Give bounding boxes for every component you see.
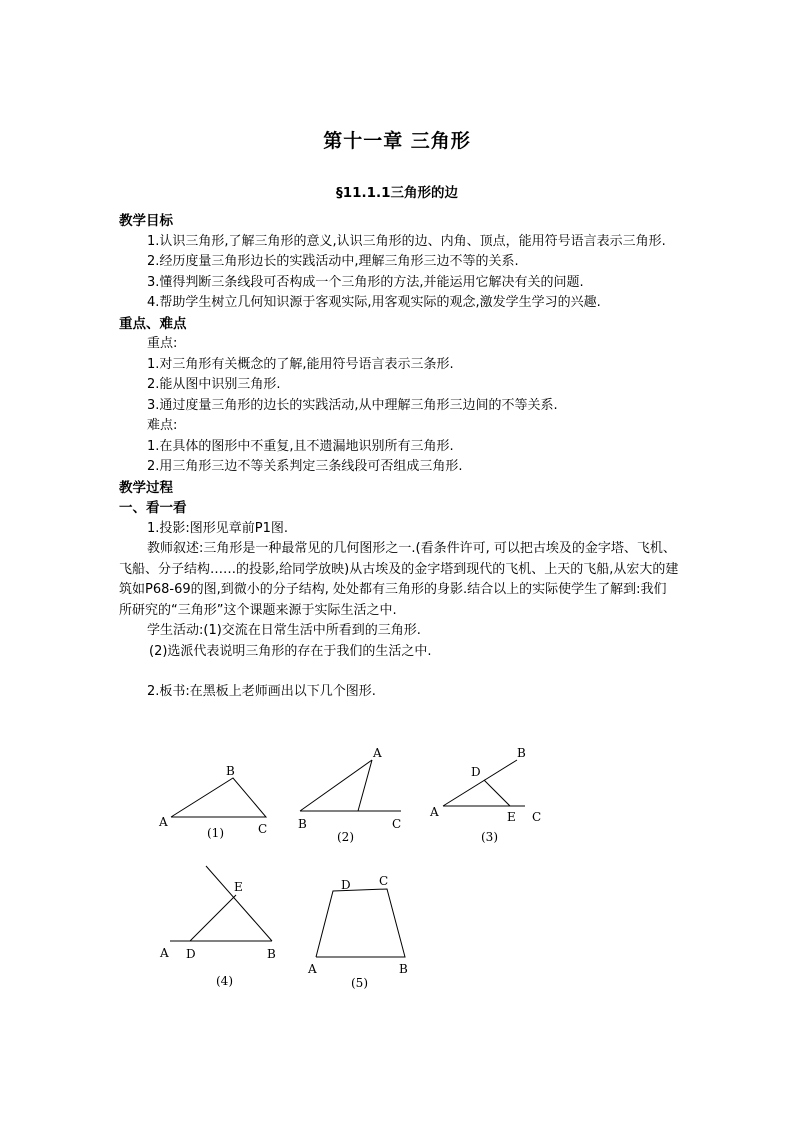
- fig5-label-d: D: [341, 878, 351, 892]
- fig1-label-c: C: [258, 822, 268, 836]
- fig2-label-a: A: [373, 746, 382, 760]
- focus-item: 2.能从图中识别三角形.: [147, 377, 281, 392]
- fig3-label-d: D: [471, 765, 481, 779]
- fig1-triangle: [171, 778, 266, 817]
- fig4-label-d: D: [186, 947, 196, 961]
- process-heading: 教学过程: [119, 479, 173, 496]
- fig3-label-e: E: [507, 810, 516, 824]
- fig3-label-b: B: [517, 746, 526, 760]
- fig5-label-b: B: [399, 962, 408, 976]
- difficulty-item: 2.用三角形三边不等关系判定三条线段可否组成三角形.: [147, 459, 463, 474]
- focus-item: 3.通过度量三角形的边长的实践活动,从中理解三角形三边间的不等关系.: [147, 397, 558, 413]
- fig2-line-ba: [300, 760, 372, 811]
- goal-item: 1.认识三角形,了解三角形的意义,认识三角形的边、内角、顶点，能用符号语言表示三角形.: [147, 233, 666, 249]
- chapter-title: 第十一章 三角形: [323, 130, 471, 152]
- fig4-line-de: [190, 895, 236, 941]
- fig5-quadrilateral: [316, 889, 405, 957]
- fig2-line-ac: [358, 760, 372, 811]
- focus-label: 重点:: [147, 336, 178, 351]
- difficulty-label: 难点:: [147, 418, 178, 433]
- fig5-label-a: A: [308, 962, 317, 976]
- fig2-label-b: B: [298, 817, 307, 831]
- process-item: 2.板书:在黑板上老师画出以下几个图形.: [147, 684, 376, 699]
- goal-item: 4.帮助学生树立几何知识源于客观实际,用客观实际的观念,激发学生学习的兴趣.: [147, 295, 601, 310]
- fig4-label-b: B: [267, 947, 276, 961]
- fig1-label-b: B: [226, 764, 235, 778]
- key-heading: 重点、难点: [119, 315, 187, 332]
- fig5-caption: (5): [351, 976, 368, 990]
- fig3-line-de: [484, 780, 510, 806]
- part1-heading: 一、看一看: [119, 500, 187, 516]
- fig3-caption: (3): [481, 830, 498, 844]
- fig3-label-c: C: [532, 810, 542, 824]
- section-title: §11.1.1三角形的边: [335, 185, 459, 201]
- fig3-label-a: A: [430, 805, 439, 819]
- goal-item: 3.懂得判断三条线段可否构成一个三角形的方法,并能运用它解决有关的问题.: [147, 274, 584, 290]
- goal-item: 2.经历度量三角形边长的实践活动中,理解三角形三边不等的关系.: [147, 254, 519, 269]
- fig1-label-a: A: [159, 815, 168, 829]
- process-item: 1.投影:图形见章前P1图.: [147, 520, 289, 536]
- fig4-line-eb: [206, 866, 272, 941]
- fig4-label-e: E: [234, 880, 243, 894]
- activity-line: (2)选派代表说明三角形的存在于我们的生活之中.: [149, 643, 432, 659]
- goals-heading: 教学目标: [119, 213, 173, 229]
- narration-paragraph: 教师叙述:三角形是一种最常见的几何图形之一.(看条件许可, 可以把古埃及的金字塔、飞机、飞船、分子结构……的投影,给同学放映)从古埃及的金字塔到现代的飞机、上天的飞船,从宏大的建筑如P68-69的图,到微小的分子结构, 处处都有三角形的身影.结合以上的实际使学生了解到:我们所研究的“三角形”这个课题来源于实际生活之中.: [119, 541, 679, 618]
- activity-line: 学生活动:(1)交流在日常生活中所看到的三角形.: [147, 623, 421, 638]
- fig4-label-a: A: [160, 946, 169, 960]
- fig4-caption: (4): [216, 974, 233, 988]
- focus-item: 1.对三角形有关概念的了解,能用符号语言表示三条形.: [147, 356, 454, 372]
- fig2-caption: (2): [337, 830, 354, 844]
- difficulty-item: 1.在具体的图形中不重复,且不遗漏地识别所有三角形.: [147, 438, 454, 454]
- fig2-label-c: C: [392, 817, 402, 831]
- fig1-caption: (1): [207, 826, 224, 840]
- fig5-label-c: C: [379, 874, 389, 888]
